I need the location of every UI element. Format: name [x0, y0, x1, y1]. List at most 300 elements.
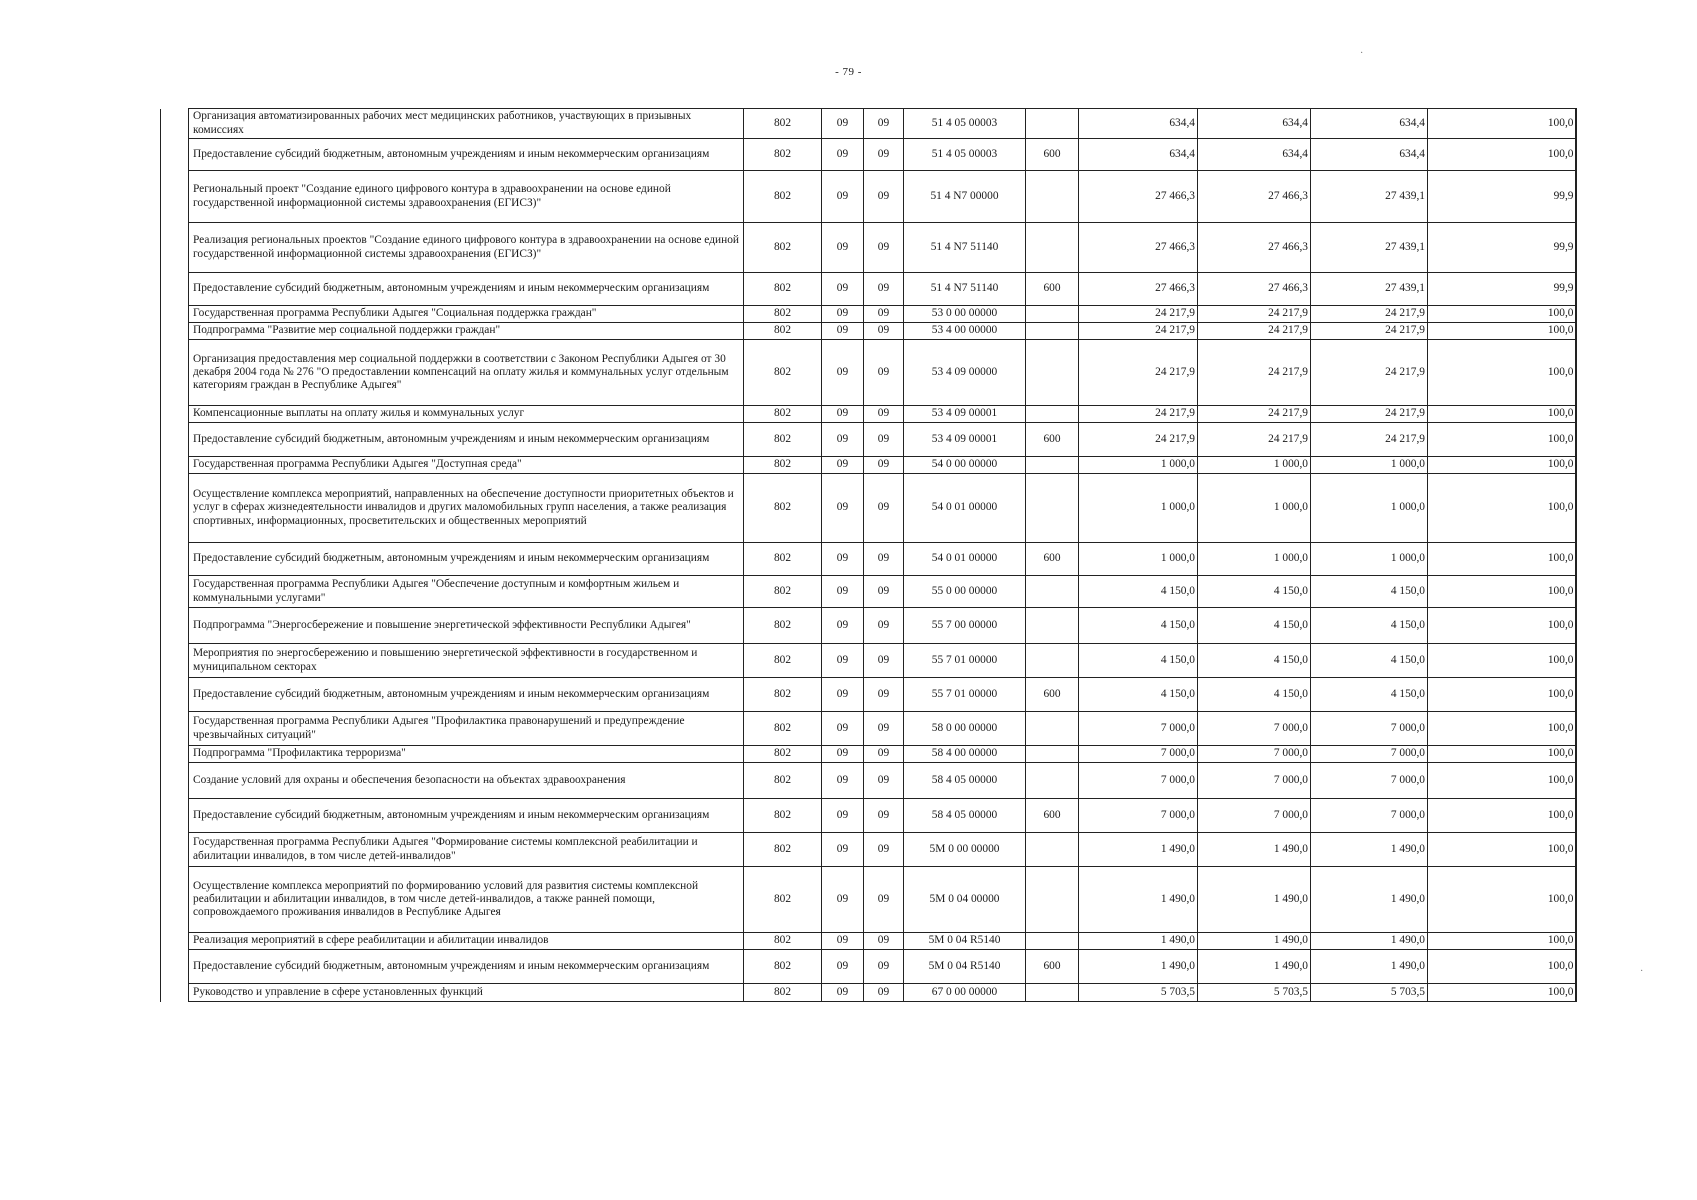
- row-vr: [1026, 474, 1079, 543]
- row-rz: 09: [822, 543, 864, 576]
- row-margin-cell: [161, 933, 189, 950]
- row-v3: 4 150,0: [1311, 576, 1428, 608]
- row-rz: 09: [822, 950, 864, 984]
- row-pr: 09: [864, 763, 904, 799]
- row-v1: 5 703,5: [1079, 984, 1198, 1002]
- row-pct: 100,0: [1428, 799, 1576, 833]
- row-pct: 100,0: [1428, 474, 1576, 543]
- row-v2: 7 000,0: [1198, 763, 1311, 799]
- table-row: [161, 644, 1576, 678]
- row-margin-cell: [161, 423, 189, 457]
- row-pr: 09: [864, 933, 904, 950]
- row-v3: 1 000,0: [1311, 474, 1428, 543]
- row-pr: 09: [864, 950, 904, 984]
- row-rz: 09: [822, 984, 864, 1002]
- row-v2: 4 150,0: [1198, 678, 1311, 712]
- row-rz: 09: [822, 139, 864, 171]
- row-v3: 27 439,1: [1311, 273, 1428, 306]
- page-number: - 79 -: [835, 66, 862, 78]
- row-v1: 1 000,0: [1079, 474, 1198, 543]
- row-csr: 51 4 N7 00000: [904, 171, 1026, 223]
- table-row: [161, 933, 1576, 950]
- table-row: [161, 340, 1576, 406]
- row-csr: 54 0 01 00000: [904, 474, 1026, 543]
- row-pct: 100,0: [1428, 423, 1576, 457]
- row-vr: [1026, 340, 1079, 406]
- row-rz: 09: [822, 306, 864, 323]
- row-pr: 09: [864, 712, 904, 746]
- row-v1: 1 490,0: [1079, 833, 1198, 867]
- row-pct: 100,0: [1428, 678, 1576, 712]
- row-margin-cell: [161, 712, 189, 746]
- row-vr: [1026, 833, 1079, 867]
- row-csr: 5М 0 04 00000: [904, 867, 1026, 933]
- row-name: Предоставление субсидий бюджетным, автономным учреждениям и иным некоммерческим организациям: [189, 273, 744, 306]
- row-pr: 09: [864, 139, 904, 171]
- row-v2: 4 150,0: [1198, 608, 1311, 644]
- row-pr: 09: [864, 576, 904, 608]
- row-pct: 100,0: [1428, 833, 1576, 867]
- row-v3: 1 490,0: [1311, 867, 1428, 933]
- table-row: [161, 576, 1576, 608]
- row-margin-cell: [161, 799, 189, 833]
- row-v3: 7 000,0: [1311, 763, 1428, 799]
- row-pr: 09: [864, 171, 904, 223]
- row-pr: 09: [864, 109, 904, 139]
- row-v1: 27 466,3: [1079, 171, 1198, 223]
- row-v2: 1 490,0: [1198, 950, 1311, 984]
- row-rz: 09: [822, 474, 864, 543]
- row-name: Государственная программа Республики Адыгея "Профилактика правонарушений и предупреждение чрезвычайных ситуаций": [189, 712, 744, 746]
- row-v1: 1 490,0: [1079, 950, 1198, 984]
- row-csr: 51 4 05 00003: [904, 139, 1026, 171]
- row-v2: 1 490,0: [1198, 933, 1311, 950]
- row-pr: 09: [864, 833, 904, 867]
- table-row: [161, 950, 1576, 984]
- row-csr: 53 4 09 00001: [904, 423, 1026, 457]
- row-ved: 802: [744, 608, 822, 644]
- row-csr: 5М 0 04 R5140: [904, 933, 1026, 950]
- row-v3: 27 439,1: [1311, 171, 1428, 223]
- row-ved: 802: [744, 340, 822, 406]
- row-rz: 09: [822, 746, 864, 763]
- row-ved: 802: [744, 867, 822, 933]
- row-csr: 58 4 05 00000: [904, 799, 1026, 833]
- table-row: [161, 833, 1576, 867]
- row-pct: 99,9: [1428, 223, 1576, 273]
- row-rz: 09: [822, 457, 864, 474]
- row-csr: 53 4 09 00000: [904, 340, 1026, 406]
- row-v3: 7 000,0: [1311, 746, 1428, 763]
- row-margin-cell: [161, 273, 189, 306]
- row-pr: 09: [864, 984, 904, 1002]
- row-vr: [1026, 223, 1079, 273]
- row-vr: 600: [1026, 950, 1079, 984]
- row-vr: [1026, 406, 1079, 423]
- row-rz: 09: [822, 340, 864, 406]
- row-vr: [1026, 171, 1079, 223]
- row-v3: 1 490,0: [1311, 833, 1428, 867]
- row-v2: 27 466,3: [1198, 171, 1311, 223]
- row-v3: 24 217,9: [1311, 306, 1428, 323]
- row-v2: 24 217,9: [1198, 306, 1311, 323]
- row-pr: 09: [864, 474, 904, 543]
- row-pct: 100,0: [1428, 139, 1576, 171]
- row-name: Предоставление субсидий бюджетным, автономным учреждениям и иным некоммерческим организациям: [189, 543, 744, 576]
- row-rz: 09: [822, 423, 864, 457]
- row-v2: 4 150,0: [1198, 576, 1311, 608]
- row-name: Реализация региональных проектов "Создание единого цифрового контура в здравоохранении на основе единой государственной информационной системы здравоохранения (ЕГИСЗ)": [189, 223, 744, 273]
- row-csr: 55 7 01 00000: [904, 678, 1026, 712]
- row-ved: 802: [744, 323, 822, 340]
- row-csr: 51 4 N7 51140: [904, 273, 1026, 306]
- row-margin-cell: [161, 576, 189, 608]
- row-name: Государственная программа Республики Адыгея "Обеспечение доступным и комфортным жильем и коммунальными услугами": [189, 576, 744, 608]
- row-csr: 54 0 01 00000: [904, 543, 1026, 576]
- row-v2: 27 466,3: [1198, 273, 1311, 306]
- row-ved: 802: [744, 833, 822, 867]
- row-csr: 58 4 00 00000: [904, 746, 1026, 763]
- row-v3: 634,4: [1311, 109, 1428, 139]
- row-v1: 4 150,0: [1079, 678, 1198, 712]
- row-pr: 09: [864, 608, 904, 644]
- row-rz: 09: [822, 406, 864, 423]
- row-margin-cell: [161, 406, 189, 423]
- row-pr: 09: [864, 423, 904, 457]
- row-margin-cell: [161, 306, 189, 323]
- row-v1: 24 217,9: [1079, 306, 1198, 323]
- row-ved: 802: [744, 712, 822, 746]
- row-v1: 7 000,0: [1079, 746, 1198, 763]
- row-rz: 09: [822, 109, 864, 139]
- row-margin-cell: [161, 644, 189, 678]
- row-ved: 802: [744, 678, 822, 712]
- row-margin-cell: [161, 867, 189, 933]
- row-name: Государственная программа Республики Адыгея "Формирование системы комплексной реабилитации и абилитации инвалидов, в том числе детей-инвалидов": [189, 833, 744, 867]
- row-pr: 09: [864, 340, 904, 406]
- table-row: [161, 746, 1576, 763]
- row-v1: 27 466,3: [1079, 223, 1198, 273]
- row-vr: [1026, 712, 1079, 746]
- row-pct: 100,0: [1428, 457, 1576, 474]
- row-pct: 100,0: [1428, 933, 1576, 950]
- table-row: [161, 474, 1576, 543]
- row-csr: 55 7 01 00000: [904, 644, 1026, 678]
- row-vr: [1026, 306, 1079, 323]
- row-pct: 100,0: [1428, 306, 1576, 323]
- row-ved: 802: [744, 799, 822, 833]
- row-v1: 1 490,0: [1079, 933, 1198, 950]
- row-csr: 53 0 00 00000: [904, 306, 1026, 323]
- row-margin-cell: [161, 763, 189, 799]
- row-csr: 5М 0 04 R5140: [904, 950, 1026, 984]
- row-ved: 802: [744, 406, 822, 423]
- row-name: Осуществление комплекса мероприятий, направленных на обеспечение доступности приоритетных объектов и услуг в сферах жизнедеятельности инвалидов и других маломобильных групп населения, а также реализация спортивных, информационных, просветительских и общественных мероприятий: [189, 474, 744, 543]
- table-body: [161, 109, 1576, 1002]
- table-row: [161, 306, 1576, 323]
- table-row: [161, 457, 1576, 474]
- row-pct: 99,9: [1428, 273, 1576, 306]
- row-ved: 802: [744, 474, 822, 543]
- table-row: [161, 867, 1576, 933]
- table-row: [161, 543, 1576, 576]
- row-margin-cell: [161, 543, 189, 576]
- table-row: [161, 799, 1576, 833]
- row-name: Региональный проект "Создание единого цифрового контура в здравоохранении на основе единой государственной информационной системы здравоохранения (ЕГИСЗ)": [189, 171, 744, 223]
- row-v3: 5 703,5: [1311, 984, 1428, 1002]
- row-csr: 54 0 00 00000: [904, 457, 1026, 474]
- row-v3: 4 150,0: [1311, 644, 1428, 678]
- row-pct: 100,0: [1428, 867, 1576, 933]
- row-name: Предоставление субсидий бюджетным, автономным учреждениям и иным некоммерческим организациям: [189, 678, 744, 712]
- row-ved: 802: [744, 984, 822, 1002]
- row-rz: 09: [822, 576, 864, 608]
- row-v2: 1 000,0: [1198, 543, 1311, 576]
- row-margin-cell: [161, 171, 189, 223]
- row-vr: 600: [1026, 423, 1079, 457]
- table-row: [161, 109, 1576, 139]
- row-vr: [1026, 608, 1079, 644]
- row-v2: 1 000,0: [1198, 457, 1311, 474]
- row-v3: 634,4: [1311, 139, 1428, 171]
- row-margin-cell: [161, 833, 189, 867]
- row-pct: 99,9: [1428, 171, 1576, 223]
- row-pct: 100,0: [1428, 746, 1576, 763]
- row-v2: 27 466,3: [1198, 223, 1311, 273]
- row-csr: 58 0 00 00000: [904, 712, 1026, 746]
- row-rz: 09: [822, 223, 864, 273]
- row-v1: 24 217,9: [1079, 406, 1198, 423]
- row-pr: 09: [864, 678, 904, 712]
- row-vr: [1026, 644, 1079, 678]
- row-name: Осуществление комплекса мероприятий по формированию условий для развития системы комплексной реабилитации и абилитации инвалидов, в том числе детей-инвалидов, а также ранней помощи, сопровождаемого проживания инвалидов в Республике Адыгея: [189, 867, 744, 933]
- budget-table: [160, 108, 1577, 1002]
- row-pr: 09: [864, 644, 904, 678]
- row-pr: 09: [864, 457, 904, 474]
- row-name: Государственная программа Республики Адыгея "Доступная среда": [189, 457, 744, 474]
- row-vr: [1026, 109, 1079, 139]
- row-v2: 634,4: [1198, 139, 1311, 171]
- row-v1: 1 490,0: [1079, 867, 1198, 933]
- row-pct: 100,0: [1428, 712, 1576, 746]
- row-name: Мероприятия по энергосбережению и повышению энергетической эффективности в государственном и муниципальном секторах: [189, 644, 744, 678]
- row-v1: 1 000,0: [1079, 543, 1198, 576]
- row-vr: [1026, 763, 1079, 799]
- row-pr: 09: [864, 323, 904, 340]
- row-margin-cell: [161, 984, 189, 1002]
- row-v2: 24 217,9: [1198, 423, 1311, 457]
- row-name: Организация предоставления мер социальной поддержки в соответствии с Законом Республики Адыгея от 30 декабря 2004 года № 276 "О предоставлении компенсаций на оплату жилья и коммунальных услуг отдельным категориям граждан в Республике Адыгея": [189, 340, 744, 406]
- row-pr: 09: [864, 867, 904, 933]
- table-row: [161, 323, 1576, 340]
- row-rz: 09: [822, 763, 864, 799]
- row-v2: 5 703,5: [1198, 984, 1311, 1002]
- row-v2: 24 217,9: [1198, 406, 1311, 423]
- row-rz: 09: [822, 833, 864, 867]
- row-margin-cell: [161, 109, 189, 139]
- row-csr: 53 4 00 00000: [904, 323, 1026, 340]
- row-vr: [1026, 984, 1079, 1002]
- table-row: [161, 763, 1576, 799]
- row-ved: 802: [744, 543, 822, 576]
- row-v1: 1 000,0: [1079, 457, 1198, 474]
- row-pr: 09: [864, 273, 904, 306]
- row-ved: 802: [744, 423, 822, 457]
- row-margin-cell: [161, 139, 189, 171]
- row-name: Государственная программа Республики Адыгея "Социальная поддержка граждан": [189, 306, 744, 323]
- row-csr: 58 4 05 00000: [904, 763, 1026, 799]
- row-name: Подпрограмма "Энергосбережение и повышение энергетической эффективности Республики Адыгея": [189, 608, 744, 644]
- row-name: Подпрограмма "Развитие мер социальной поддержки граждан": [189, 323, 744, 340]
- row-csr: 67 0 00 00000: [904, 984, 1026, 1002]
- row-pr: 09: [864, 406, 904, 423]
- row-ved: 802: [744, 306, 822, 323]
- row-vr: [1026, 746, 1079, 763]
- row-vr: 600: [1026, 543, 1079, 576]
- row-v1: 7 000,0: [1079, 763, 1198, 799]
- row-ved: 802: [744, 171, 822, 223]
- row-v2: 4 150,0: [1198, 644, 1311, 678]
- row-pct: 100,0: [1428, 644, 1576, 678]
- row-v2: 24 217,9: [1198, 340, 1311, 406]
- row-v3: 7 000,0: [1311, 712, 1428, 746]
- table-row: [161, 223, 1576, 273]
- row-name: Предоставление субсидий бюджетным, автономным учреждениям и иным некоммерческим организациям: [189, 139, 744, 171]
- row-ved: 802: [744, 109, 822, 139]
- row-pr: 09: [864, 543, 904, 576]
- row-v3: 24 217,9: [1311, 340, 1428, 406]
- row-csr: 51 4 05 00003: [904, 109, 1026, 139]
- row-ved: 802: [744, 576, 822, 608]
- row-csr: 5М 0 00 00000: [904, 833, 1026, 867]
- row-rz: 09: [822, 799, 864, 833]
- table-row: [161, 139, 1576, 171]
- row-rz: 09: [822, 712, 864, 746]
- row-v3: 1 490,0: [1311, 933, 1428, 950]
- row-v1: 24 217,9: [1079, 340, 1198, 406]
- table-row: [161, 273, 1576, 306]
- row-name: Компенсационные выплаты на оплату жилья и коммунальных услуг: [189, 406, 744, 423]
- row-rz: 09: [822, 678, 864, 712]
- row-vr: [1026, 576, 1079, 608]
- row-pr: 09: [864, 799, 904, 833]
- row-margin-cell: [161, 223, 189, 273]
- row-ved: 802: [744, 273, 822, 306]
- row-ved: 802: [744, 933, 822, 950]
- table-row: [161, 406, 1576, 423]
- row-csr: 53 4 09 00001: [904, 406, 1026, 423]
- table-row: [161, 712, 1576, 746]
- row-vr: [1026, 933, 1079, 950]
- row-v1: 4 150,0: [1079, 644, 1198, 678]
- row-v2: 1 490,0: [1198, 833, 1311, 867]
- row-v1: 4 150,0: [1079, 576, 1198, 608]
- row-ved: 802: [744, 950, 822, 984]
- row-name: Руководство и управление в сфере установленных функций: [189, 984, 744, 1002]
- row-v2: 24 217,9: [1198, 323, 1311, 340]
- row-vr: [1026, 867, 1079, 933]
- row-rz: 09: [822, 273, 864, 306]
- scan-artifact: ·: [1640, 966, 1644, 977]
- table-row: [161, 608, 1576, 644]
- row-pct: 100,0: [1428, 608, 1576, 644]
- row-ved: 802: [744, 457, 822, 474]
- row-v3: 24 217,9: [1311, 423, 1428, 457]
- row-margin-cell: [161, 746, 189, 763]
- row-v3: 4 150,0: [1311, 608, 1428, 644]
- row-vr: 600: [1026, 273, 1079, 306]
- row-margin-cell: [161, 678, 189, 712]
- row-v2: 7 000,0: [1198, 746, 1311, 763]
- row-margin-cell: [161, 474, 189, 543]
- row-v1: 7 000,0: [1079, 799, 1198, 833]
- row-v3: 4 150,0: [1311, 678, 1428, 712]
- row-margin-cell: [161, 340, 189, 406]
- row-v2: 7 000,0: [1198, 712, 1311, 746]
- row-pct: 100,0: [1428, 340, 1576, 406]
- row-v3: 1 490,0: [1311, 950, 1428, 984]
- row-csr: 51 4 N7 51140: [904, 223, 1026, 273]
- row-margin-cell: [161, 608, 189, 644]
- row-v1: 634,4: [1079, 109, 1198, 139]
- row-name: Создание условий для охраны и обеспечения безопасности на объектах здравоохранения: [189, 763, 744, 799]
- scan-artifact: ·: [1360, 48, 1364, 59]
- row-v1: 4 150,0: [1079, 608, 1198, 644]
- row-v2: 634,4: [1198, 109, 1311, 139]
- row-pct: 100,0: [1428, 543, 1576, 576]
- row-v3: 24 217,9: [1311, 323, 1428, 340]
- row-rz: 09: [822, 644, 864, 678]
- row-v3: 1 000,0: [1311, 543, 1428, 576]
- row-pct: 100,0: [1428, 950, 1576, 984]
- row-pct: 100,0: [1428, 763, 1576, 799]
- row-v2: 1 490,0: [1198, 867, 1311, 933]
- row-pr: 09: [864, 223, 904, 273]
- row-ved: 802: [744, 644, 822, 678]
- table-row: [161, 171, 1576, 223]
- table-row: [161, 984, 1576, 1002]
- row-ved: 802: [744, 746, 822, 763]
- row-v1: 7 000,0: [1079, 712, 1198, 746]
- row-name: Предоставление субсидий бюджетным, автономным учреждениям и иным некоммерческим организациям: [189, 799, 744, 833]
- row-margin-cell: [161, 950, 189, 984]
- row-rz: 09: [822, 933, 864, 950]
- table-row: [161, 423, 1576, 457]
- row-v1: 634,4: [1079, 139, 1198, 171]
- row-vr: 600: [1026, 139, 1079, 171]
- row-pct: 100,0: [1428, 576, 1576, 608]
- row-rz: 09: [822, 323, 864, 340]
- row-v3: 27 439,1: [1311, 223, 1428, 273]
- row-name: Предоставление субсидий бюджетным, автономным учреждениям и иным некоммерческим организациям: [189, 950, 744, 984]
- table-row: [161, 678, 1576, 712]
- row-margin-cell: [161, 323, 189, 340]
- row-v3: 24 217,9: [1311, 406, 1428, 423]
- row-rz: 09: [822, 867, 864, 933]
- row-vr: [1026, 323, 1079, 340]
- row-pct: 100,0: [1428, 323, 1576, 340]
- row-pct: 100,0: [1428, 984, 1576, 1002]
- row-name: Реализация мероприятий в сфере реабилитации и абилитации инвалидов: [189, 933, 744, 950]
- row-csr: 55 0 00 00000: [904, 576, 1026, 608]
- row-ved: 802: [744, 763, 822, 799]
- row-v2: 7 000,0: [1198, 799, 1311, 833]
- row-name: Организация автоматизированных рабочих мест медицинских работников, участвующих в призывных комиссиях: [189, 109, 744, 139]
- row-ved: 802: [744, 139, 822, 171]
- row-v2: 1 000,0: [1198, 474, 1311, 543]
- row-ved: 802: [744, 223, 822, 273]
- row-pct: 100,0: [1428, 406, 1576, 423]
